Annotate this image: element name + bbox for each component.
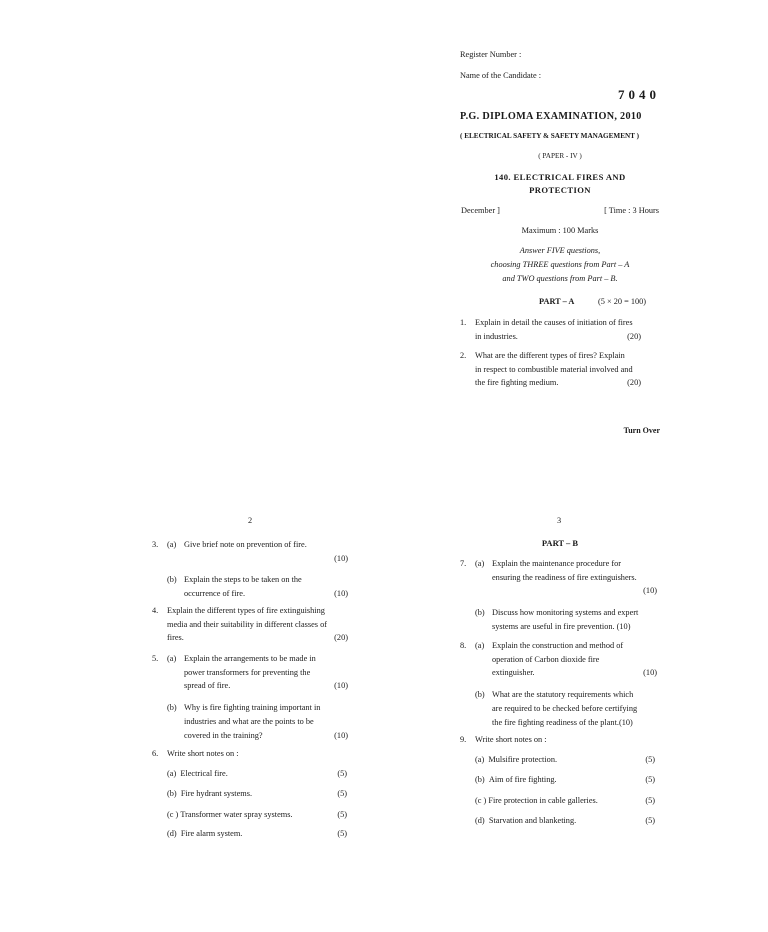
subpart-label: (a)	[167, 540, 177, 549]
question-text: systems are useful in fire prevention. (10)	[492, 621, 631, 631]
question-text: Explain the different types of fire extinguishing	[167, 606, 325, 615]
subpart-label: (c )	[167, 810, 179, 819]
question-marks: (5)	[337, 769, 347, 778]
question-3	[152, 538, 352, 601]
question-text: Transformer water spray systems.	[180, 810, 293, 819]
part-a-heading: PART – A	[539, 297, 575, 306]
question-text: What are the different types of fires? Explain	[475, 351, 625, 360]
course-title-line1: 140. ELECTRICAL FIRES AND	[494, 172, 626, 182]
max-marks: Maximum : 100 Marks	[521, 226, 599, 235]
part-b-heading: PART – B	[541, 538, 579, 548]
question-number: 8.	[460, 641, 467, 650]
list-item	[475, 794, 655, 808]
question-marks: (5)	[645, 796, 655, 805]
subpart-label: (b)	[167, 703, 177, 713]
question-marks: (10)	[643, 586, 657, 596]
exam-title: P.G. DIPLOMA EXAMINATION, 2010	[460, 111, 642, 122]
subpart-label: (d)	[167, 829, 177, 838]
question-text: are required to be checked before certifying	[492, 703, 638, 713]
list-item	[475, 814, 655, 828]
question-number: 2.	[460, 351, 467, 360]
question-marks: (5)	[337, 829, 347, 838]
exam-duration: [ Time : 3 Hours	[604, 206, 659, 215]
question-marks: (20)	[334, 633, 348, 643]
question-text: power transformers for preventing the	[184, 667, 311, 677]
question-number: 7.	[460, 559, 467, 568]
question-text: operation of Carbon dioxide fire	[492, 654, 600, 664]
question-text: Explain the construction and method of	[492, 641, 624, 650]
question-marks: (5)	[337, 789, 347, 798]
question-number: 5.	[152, 654, 159, 663]
question-marks: (5)	[645, 816, 655, 825]
subpart-label: (a)	[167, 654, 177, 663]
turn-over-label: Turn Over	[623, 426, 660, 435]
question-text: Explain the arrangements to be made in	[184, 654, 316, 663]
question-number: 9.	[460, 735, 467, 744]
question-marks: (10)	[334, 730, 348, 740]
question-2	[460, 349, 660, 390]
list-item	[475, 753, 655, 767]
question-text: Discuss how monitoring systems and expert	[492, 608, 639, 618]
subpart-label: (a)	[167, 769, 177, 778]
paper-code: 7040	[618, 87, 660, 102]
question-text: Explain the steps to be taken on the	[184, 575, 302, 585]
question-number: 4.	[152, 606, 159, 615]
question-text: in respect to combustible material involved and	[475, 364, 633, 374]
question-text: Write short notes on :	[167, 749, 239, 758]
exam-month: December ]	[461, 206, 500, 215]
question-text: Electrical fire.	[180, 769, 228, 778]
question-text: the fire fighting medium.	[475, 378, 559, 388]
question-marks: (5)	[645, 755, 655, 764]
question-6	[152, 747, 352, 761]
list-item	[167, 827, 347, 841]
question-text: Mulsifire protection.	[488, 755, 558, 764]
question-text: Explain the maintenance procedure for	[492, 559, 622, 568]
question-number: 1.	[460, 318, 467, 327]
question-text: Why is fire fighting training important in	[184, 703, 321, 713]
question-text: Explain in detail the causes of initiation of fires	[475, 318, 633, 327]
register-number-label: Register Number :	[460, 50, 522, 59]
list-item	[167, 808, 347, 822]
question-text: Write short notes on :	[475, 735, 547, 744]
question-text: What are the statutory requirements which	[492, 690, 634, 700]
subpart-label: (c )	[475, 796, 487, 805]
list-item	[167, 787, 347, 801]
question-text: Fire hydrant systems.	[180, 789, 253, 798]
page-number-2: 2	[248, 516, 253, 525]
list-item	[167, 767, 347, 781]
course-title-line2: PROTECTION	[529, 185, 591, 195]
list-item	[475, 773, 655, 787]
question-text: covered in the training?	[184, 730, 263, 740]
question-text: media and their suitability in different classes of	[167, 619, 327, 629]
question-text: Aim of fire fighting.	[488, 775, 557, 784]
instruction-line2: choosing THREE questions from Part – A	[490, 260, 630, 269]
subpart-label: (b)	[475, 608, 485, 618]
question-marks: (20)	[627, 331, 641, 341]
candidate-name-label: Name of the Candidate :	[460, 71, 542, 80]
question-text: fires.	[167, 633, 184, 643]
question-text: industries and what are the points to be	[184, 716, 314, 726]
question-text: Fire protection in cable galleries.	[488, 796, 598, 805]
question-marks: (10)	[334, 589, 348, 599]
question-text: extinguisher.	[492, 668, 535, 678]
question-9	[460, 733, 660, 747]
question-marks: (20)	[627, 378, 641, 388]
question-marks: (10)	[643, 668, 657, 678]
instruction-line1: Answer FIVE questions,	[519, 246, 601, 255]
question-text: ensuring the readiness of fire extinguishers.	[492, 572, 637, 582]
paper-number: ( PAPER - IV )	[538, 152, 582, 160]
subject-title: ( ELECTRICAL SAFETY & SAFETY MANAGEMENT )	[460, 132, 640, 140]
question-number: 3.	[152, 540, 159, 549]
question-text: occurrence of fire.	[184, 589, 246, 599]
question-1	[460, 316, 660, 343]
question-7	[460, 557, 660, 634]
question-marks: (10)	[334, 553, 348, 563]
question-marks: (5)	[337, 810, 347, 819]
question-8	[460, 639, 660, 729]
subpart-label: (a)	[475, 641, 485, 650]
question-text: in industries.	[475, 331, 518, 341]
subpart-label: (b)	[475, 775, 485, 784]
subpart-label: (a)	[475, 755, 485, 764]
question-text: Starvation and blanketing.	[488, 816, 577, 825]
question-5	[152, 652, 352, 742]
page-number-3: 3	[557, 516, 562, 525]
instruction-line3: and TWO questions from Part – B.	[502, 274, 618, 283]
question-text: the fire fighting readiness of the plant.(10)	[492, 717, 633, 727]
subpart-label: (b)	[167, 789, 177, 798]
question-text: Give brief note on prevention of fire.	[184, 540, 307, 549]
subpart-label: (b)	[167, 575, 177, 585]
part-a-marks: (5 × 20 = 100)	[598, 297, 647, 306]
subpart-label: (a)	[475, 559, 485, 568]
question-text: Fire alarm system.	[180, 829, 243, 838]
question-number: 6.	[152, 749, 159, 758]
question-4	[152, 604, 352, 645]
question-marks: (10)	[334, 681, 348, 691]
subpart-label: (d)	[475, 816, 485, 825]
question-text: spread of fire.	[184, 681, 231, 691]
question-marks: (5)	[645, 775, 655, 784]
subpart-label: (b)	[475, 690, 485, 700]
